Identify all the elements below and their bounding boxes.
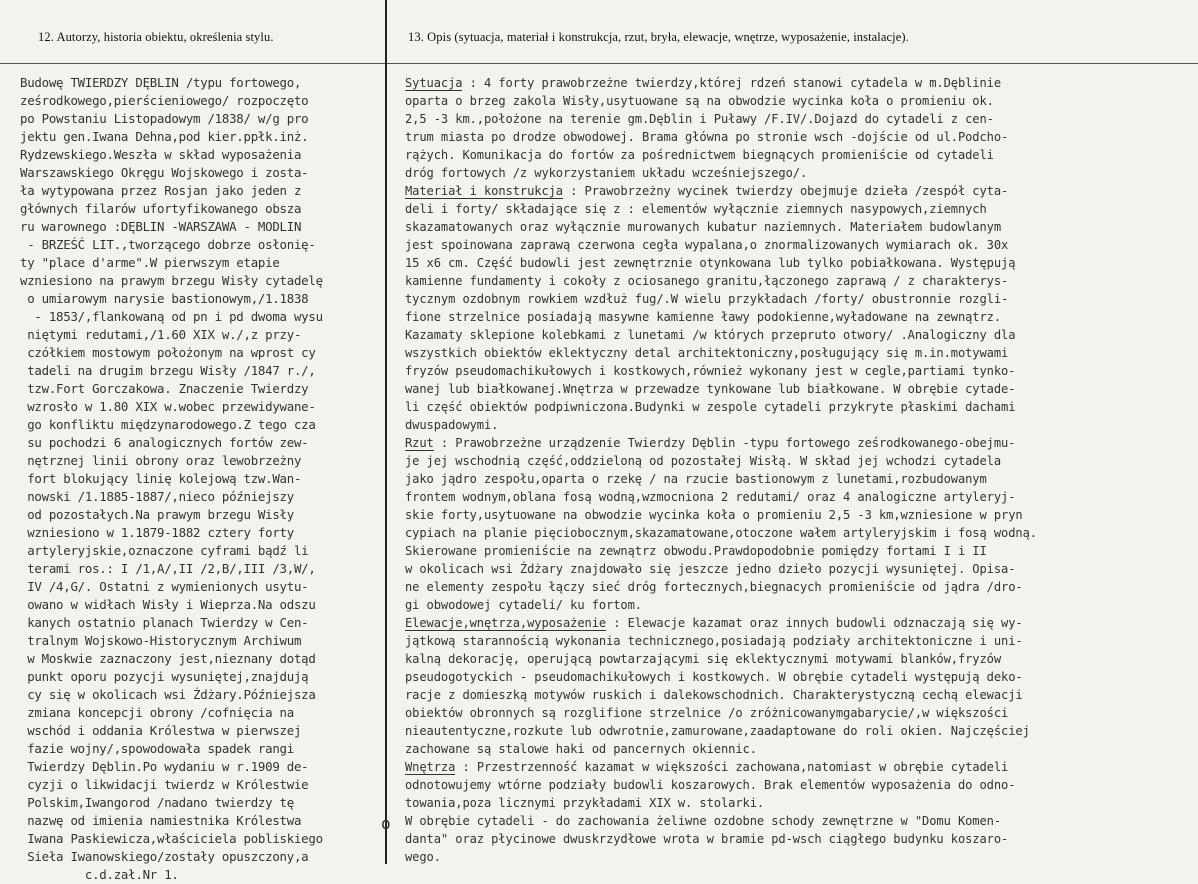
description-line: deli i forty/ składające się z : elementów wyłącznie ziemnych nasypowych,ziemnych [405, 202, 987, 216]
history-line: ru warownego :DĘBLIN -WARSZAWA - MODLIN [20, 219, 302, 234]
description-line: ne elementy zespołu łączy sieć dróg fortecznych,biegnacych promieniście od jądra /dro- [405, 580, 1023, 594]
history-line: cyzji o likwidacji twierdz w Królestwie [20, 777, 309, 792]
history-line: tadeli na drugim brzegu Wisły /1847 r./, [20, 363, 316, 378]
section-12-heading: 12. Autorzy, historia obiektu, określenia stylu. [38, 30, 274, 44]
history-line: tzw.Fort Gorczakowa. Znaczenie Twierdzy [20, 381, 309, 396]
description-line: fryzów pseudomachikułowych i kostkowych,również wykonany jest w cegle,partiami tynko- [405, 364, 1016, 378]
history-line: zmiana koncepcji obrony /cofnięcia na [20, 705, 294, 720]
history-line: niętymi redutami,/1.60 XIX w./,z przy- [20, 327, 302, 342]
history-line: fort blokujący linię kolejową tzw.Wan- [20, 471, 302, 486]
history-line: nowski /1.1885-1887/,nieco późniejszy [20, 489, 294, 504]
column-divider [385, 0, 387, 864]
history-line: wschód i oddania Królestwa w pierwszej [20, 723, 302, 738]
history-line: Sieła Iwanowskiego/zostały opuszczony,a [20, 849, 309, 864]
history-line: ła wytypowana przez Rosjan jako jeden z [20, 183, 302, 198]
history-line: tralnym Wojskowo-Historycznym Archiwum [20, 633, 302, 648]
subsection-heading: Materiał i konstrukcja [405, 184, 563, 198]
history-line: - 1853/,flankowaną od pn i pd dwoma wysu [20, 309, 323, 324]
description-line: frontem wodnym,oblana fosą wodną,wzmocniona 2 redutami/ oraz 4 analogiczne artyleryj- [405, 490, 1016, 504]
description-line: fione strzelnice posiadają masywne kamienne ławy podokienne,wyładowane na zewnątrz. [405, 310, 1002, 324]
description-line: W obrębie cytadeli - do zachowania żeliwne ozdobne schody zewnętrzne w "Domu Komen- [405, 814, 1002, 828]
history-line: czółkiem mostowym położonym na wprost cy [20, 345, 316, 360]
history-line: o umiarowym narysie bastionowym,/1.1838 [20, 291, 309, 306]
description-line: Elewacje,wnętrza,wyposażenie : Elewacje kazamat oraz innych budowli odznaczają się wy- [405, 616, 1023, 630]
description-line: je jej wschodnią część,oddzieloną od pozostałej Wisłą. W skład jej wchodzi cytadela [405, 454, 1002, 468]
history-line: głównych filarów ufortyfikowanego obsza [20, 201, 302, 216]
history-text-column [20, 74, 378, 884]
history-line: - BRZEŚĆ LIT.,tworzącego dobrze osłonię- [20, 237, 316, 252]
history-line: punkt oporu pozycji wysuniętej,znajdują [20, 669, 309, 684]
description-line: li część obiektów podpiwniczona.Budynki w zespole cytadeli przykryte płaskimi dachami [405, 400, 1016, 414]
history-line: Budowę TWIERDZY DĘBLIN /typu fortowego, [20, 75, 302, 90]
history-line: Iwana Paskiewicza,właściciela pobliskiego [20, 831, 323, 846]
history-line: artyleryjskie,oznaczone cyframi bądź li [20, 543, 309, 558]
history-line: Twierdzy Dęblin.Po wydaniu w r.1909 de- [20, 759, 309, 774]
description-line: danta" oraz płycinowe dwuskrzydłowe wrota w bramie pd-wsch ciągłego budynku koszaro- [405, 832, 1009, 846]
history-line: nętrznej linii obrony oraz lewobrzeżny [20, 453, 302, 468]
history-line: owano w widłach Wisły i Wieprza.Na odszu [20, 597, 316, 612]
description-line: nieautentyczne,rozkute lub odwrotnie,zamurowane,zaadaptowane do roli okien. Najczęściej [405, 724, 1030, 738]
description-line: wanej lub białkowanej.Wnętrza w przewadze tynkowane lub białkowane. W obrębie cytade- [405, 382, 1016, 396]
subsection-heading: Sytuacja [405, 76, 463, 90]
description-line: 2,5 -3 km.,położone na terenie gm.Dęblin i Puławy /F.IV/.Dojazd do cytadeli z cen- [405, 112, 994, 126]
history-line: IV /4,G/. Ostatni z wymienionych usytu- [20, 579, 309, 594]
history-line: Warszawskiego Okręgu Wojskowego i zosta- [20, 165, 309, 180]
description-line: Wnętrza : Przestrzenność kazamat w większości zachowana,natomiast w obrębie cytadeli [405, 760, 1009, 774]
history-line: c.d.zał.Nr 1. [20, 867, 179, 882]
description-line: dwuspadowymi. [405, 418, 499, 432]
description-line: Sytuacja : 4 forty prawobrzeżne twierdzy,której rdzeń stanowi cytadela w m.Dęblinie [405, 76, 1002, 90]
history-line: od pozostałych.Na prawym brzegu Wisły [20, 507, 294, 522]
history-line: wzniesiono w 1.1879-1882 cztery forty [20, 525, 294, 540]
description-line: w okolicach wsi Żdżary znajdowało się jeszcze jedno dzieło pozycji wysuniętej. Opisa- [405, 562, 1016, 576]
header-divider [0, 63, 1198, 64]
description-line: gi obwodowej cytadeli/ ku fortom. [405, 598, 642, 612]
description-line: skazamatowanych oraz wyłącznie murowanych kubatur naziemnych. Materiałem budowlanym [405, 220, 1002, 234]
history-line: kanych ostatnio planach Twierdzy w Cen- [20, 615, 309, 630]
history-line: ty "place d'arme".W pierwszym etapie [20, 255, 280, 270]
description-line: dróg fortowych /z wykorzystaniem układu wcześniejszego/. [405, 166, 808, 180]
description-line: jest spoinowana zaprawą czerwona cegła wypalana,o znormalizowanych wymiarach ok. 30x [405, 238, 1009, 252]
description-line: towania,poza licznymi przykładami XIX w. stolarki. [405, 796, 765, 810]
description-line: Kazamaty sklepione kolebkami z lunetami /w których przepruto otwory/ .Analogiczny dla [405, 328, 1016, 342]
history-line: jektu gen.Iwana Dehna,pod kier.ppłk.inż. [20, 129, 309, 144]
description-line: cypiach na planie pięciobocznym,skazamatowane,otoczone wałem artyleryjskim i fosą wodną. [405, 526, 1037, 540]
subsection-heading: Wnętrza [405, 760, 456, 774]
section-13-heading: 13. Opis (sytuacja, materiał i konstrukcja, rzut, bryła, elewacje, wnętrze, wyposażenie, instalacje). [408, 30, 909, 44]
subsection-heading: Elewacje,wnętrza,wyposażenie [405, 616, 607, 630]
description-line: kamienne fundamenty i cokoły z ociosanego granitu,łączonego zaprawą / z charakterys- [405, 274, 1009, 288]
description-line: 15 x6 cm. Część budowli jest zewnętrznie otynkowana lub tylko pobiałkowana. Występują [405, 256, 1016, 270]
history-line: po Powstaniu Listopadowym /1838/ w/g pro [20, 111, 309, 126]
punch-dot: o [381, 814, 391, 833]
history-line: wzniesiono na prawym brzegu Wisły cytadelę [20, 273, 323, 288]
description-line: Materiał i konstrukcja : Prawobrzeżny wycinek twierdzy obejmuje dzieła /zespół cyta- [405, 184, 1009, 198]
history-line: Polskim,Iwangorod /nadano twierdzy tę [20, 795, 294, 810]
description-line: wego. [405, 850, 441, 864]
history-line: su pochodzi 6 analogicznych fortów zew- [20, 435, 309, 450]
description-line: racje z domieszką motywów ruskich i dalekowschodnich. Charakterystyczną cechą elewacji [405, 688, 1023, 702]
description-line: jątkową starannością wykonania technicznego,posiadają podziały architektoniczne i uni- [405, 634, 1023, 648]
description-line: trum miasta po drodze obwodowej. Brama główna po stronie wsch -dojście od ul.Podcho- [405, 130, 1009, 144]
description-line: rążych. Komunikacja do fortów za pośrednictwem biegnących promieniście od cytadeli [405, 148, 994, 162]
description-line: obiektów obronnych są rozglifione strzelnice /o zróżnicowanymgabarycie/,w większości [405, 706, 1009, 720]
history-line: w Moskwie zaznaczony jest,nieznany dotąd [20, 651, 316, 666]
description-text-column [405, 74, 1195, 866]
history-line: cy się w okolicach wsi Żdżary.Późniejsza [20, 687, 316, 702]
history-line: Rydzewskiego.Weszła w skład wyposażenia [20, 147, 302, 162]
description-line: tycznym ozdobnym rowkiem wzdłuż fug/.W wielu przykładach /forty/ obustronnie rozgli- [405, 292, 1009, 306]
description-line: wszystkich obiektów eklektyczny detal architektoniczny,posługujący się m.in.motywami [405, 346, 1009, 360]
history-line: nazwę od imienia namiestnika Królestwa [20, 813, 302, 828]
description-line: pseudogotyckich - pseudomachikułowych i kostkowych. W obrębie cytadeli występują deko- [405, 670, 1023, 684]
history-line: fazie wojny/,spowodowała spadek rangi [20, 741, 294, 756]
subsection-heading: Rzut [405, 436, 434, 450]
history-line: wzrosło w 1.80 XIX w.wobec przewidywane- [20, 399, 316, 414]
description-line: kalną dekorację, operującą powtarzającymi się eklektycznymi motywami blanków,fryzów [405, 652, 1002, 666]
description-line: odnotowujemy wtórne podziały budowli koszarowych. Brak elementów wyposażenia do odno- [405, 778, 1016, 792]
description-line: Skierowane promieniście na zewnątrz obwodu.Prawdopodobnie pomiędzy fortami I i II [405, 544, 987, 558]
description-line: jako jądro zespołu,oparta o rzekę / na rzucie bastionowym z lunetami,rozbudowanym [405, 472, 987, 486]
history-line: ześrodkowego,pierścieniowego/ rozpoczęto [20, 93, 309, 108]
description-line: Rzut : Prawobrzeżne urządzenie Twierdzy Dęblin -typu fortowego ześrodkowanego-obejmu- [405, 436, 1016, 450]
description-line: oparta o brzeg zakola Wisły,usytuowane są na obwodzie wycinka koła o promieniu ok. [405, 94, 994, 108]
description-line: skie forty,usytuowane na obwodzie wycinka koła o promieniu 2,5 -3 km,wzniesione w pryn [405, 508, 1023, 522]
history-line: terami ros.: I /1,A/,II /2,B/,III /3,W/, [20, 561, 316, 576]
description-line: zachowane są stalowe haki od pancernych okiennic. [405, 742, 757, 756]
history-line: go konfliktu międzynarodowego.Z tego cza [20, 417, 316, 432]
